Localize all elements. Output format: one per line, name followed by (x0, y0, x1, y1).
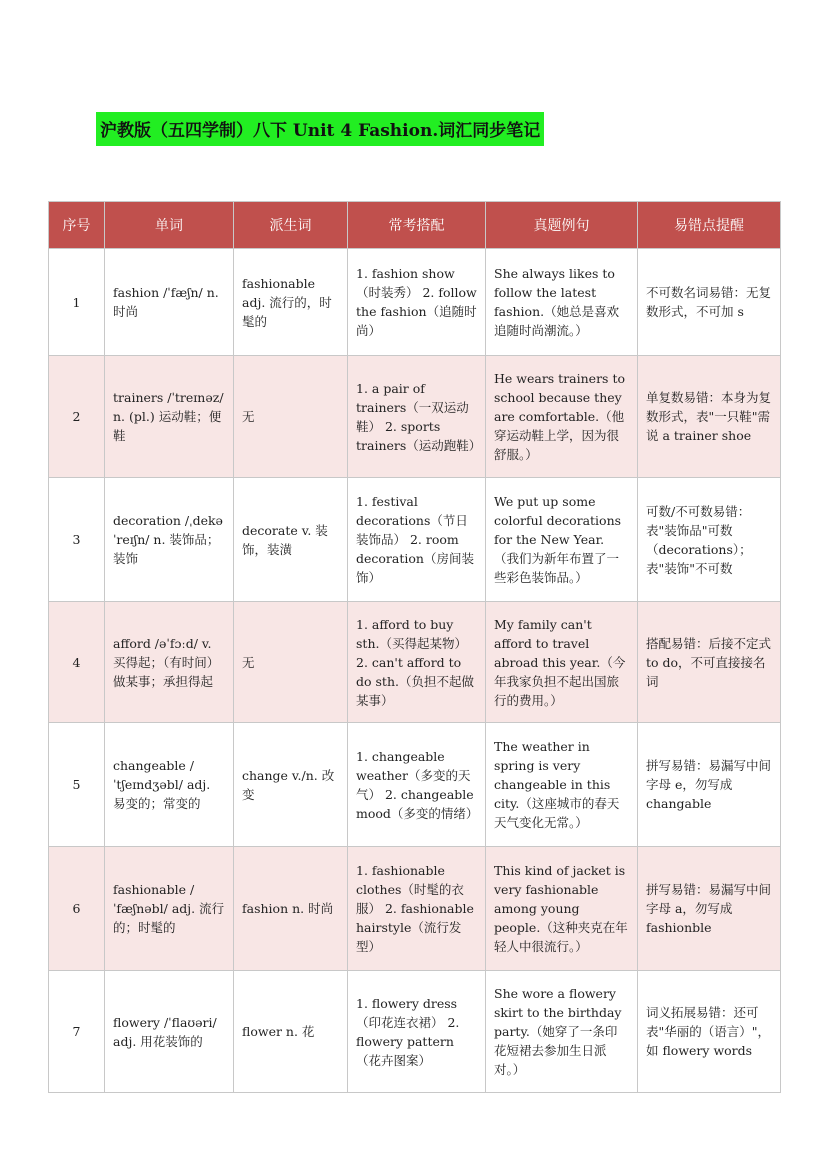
tip-cell: 拼写易错：易漏写中间字母 a，勿写成 fashionble (638, 847, 781, 971)
table-header-row (49, 202, 781, 249)
word-cell: fashionable /ˈfæʃnəbl/ adj. 流行的；时髦的 (105, 847, 234, 971)
derivative-cell: change v./n. 改变 (234, 723, 348, 847)
collocation-cell: 1. flowery dress（印花连衣裙） 2. flowery pattern（花卉图案） (348, 971, 486, 1093)
collocation-cell: 1. fashionable clothes（时髦的衣服） 2. fashionable hairstyle（流行发型） (348, 847, 486, 971)
collocation-cell: 1. fashion show（时装秀） 2. follow the fashion（追随时尚） (348, 249, 486, 356)
header-collocation: 常考搭配 (348, 202, 486, 249)
header-word: 单词 (105, 202, 234, 249)
tip-cell: 拼写易错：易漏写中间字母 e，勿写成 changable (638, 723, 781, 847)
row-number: 5 (49, 723, 105, 847)
header-derivative: 派生词 (234, 202, 348, 249)
row-number: 6 (49, 847, 105, 971)
tip-cell: 搭配易错：后接不定式 to do，不可直接接名词 (638, 602, 781, 723)
title-container (96, 112, 544, 146)
collocation-cell: 1. afford to buy sth.（买得起某物） 2. can't afford to do sth.（负担不起做某事） (348, 602, 486, 723)
table-row (49, 971, 781, 1093)
row-number: 3 (49, 478, 105, 602)
derivative-cell: fashionable adj. 流行的，时髦的 (234, 249, 348, 356)
derivative-cell: fashion n. 时尚 (234, 847, 348, 971)
header-tip: 易错点提醒 (638, 202, 781, 249)
row-number: 2 (49, 356, 105, 478)
example-cell: My family can't afford to travel abroad this year.（今年我家负担不起出国旅行的费用。） (486, 602, 638, 723)
tip-cell: 可数/不可数易错：表"装饰品"可数（decorations）；表"装饰"不可数 (638, 478, 781, 602)
word-cell: decoration /ˌdekəˈreɪʃn/ n. 装饰品；装饰 (105, 478, 234, 602)
table-row (49, 478, 781, 602)
collocation-cell: 1. a pair of trainers（一双运动鞋） 2. sports trainers（运动跑鞋） (348, 356, 486, 478)
word-cell: afford /əˈfɔːd/ v. 买得起；（有时间）做某事；承担得起 (105, 602, 234, 723)
derivative-cell: flower n. 花 (234, 971, 348, 1093)
tip-cell: 词义拓展易错：还可表"华丽的（语言）"，如 flowery words (638, 971, 781, 1093)
table-row (49, 723, 781, 847)
row-number: 1 (49, 249, 105, 356)
example-cell: She always likes to follow the latest fashion.（她总是喜欢追随时尚潮流。） (486, 249, 638, 356)
vocabulary-table (48, 201, 781, 1093)
word-cell: flowery /ˈflaʊəri/ adj. 用花装饰的 (105, 971, 234, 1093)
header-number: 序号 (49, 202, 105, 249)
derivative-cell: decorate v. 装饰，装潢 (234, 478, 348, 602)
example-cell: She wore a flowery skirt to the birthday party.（她穿了一条印花短裙去参加生日派对。） (486, 971, 638, 1093)
example-cell: The weather in spring is very changeable in this city.（这座城市的春天天气变化无常。） (486, 723, 638, 847)
row-number: 7 (49, 971, 105, 1093)
example-cell: This kind of jacket is very fashionable among young people.（这种夹克在年轻人中很流行。） (486, 847, 638, 971)
word-cell: changeable /ˈtʃeɪndʒəbl/ adj. 易变的；常变的 (105, 723, 234, 847)
example-cell: He wears trainers to school because they are comfortable.（他穿运动鞋上学，因为很舒服。） (486, 356, 638, 478)
tip-cell: 不可数名词易错：无复数形式，不可加 s (638, 249, 781, 356)
document-title: 沪教版（五四学制）八下 Unit 4 Fashion.词汇同步笔记 (96, 112, 544, 146)
row-number: 4 (49, 602, 105, 723)
table-row (49, 356, 781, 478)
table-row (49, 602, 781, 723)
tip-cell: 单复数易错：本身为复数形式，表"一只鞋"需说 a trainer shoe (638, 356, 781, 478)
word-cell: fashion /ˈfæʃn/ n. 时尚 (105, 249, 234, 356)
word-cell: trainers /ˈtreɪnəz/ n. (pl.) 运动鞋；便鞋 (105, 356, 234, 478)
table-row (49, 847, 781, 971)
collocation-cell: 1. changeable weather（多变的天气） 2. changeable mood（多变的情绪） (348, 723, 486, 847)
collocation-cell: 1. festival decorations（节日装饰品） 2. room decoration（房间装饰） (348, 478, 486, 602)
header-example: 真题例句 (486, 202, 638, 249)
derivative-cell: 无 (234, 356, 348, 478)
table-row (49, 249, 781, 356)
derivative-cell: 无 (234, 602, 348, 723)
example-cell: We put up some colorful decorations for the New Year.（我们为新年布置了一些彩色装饰品。） (486, 478, 638, 602)
